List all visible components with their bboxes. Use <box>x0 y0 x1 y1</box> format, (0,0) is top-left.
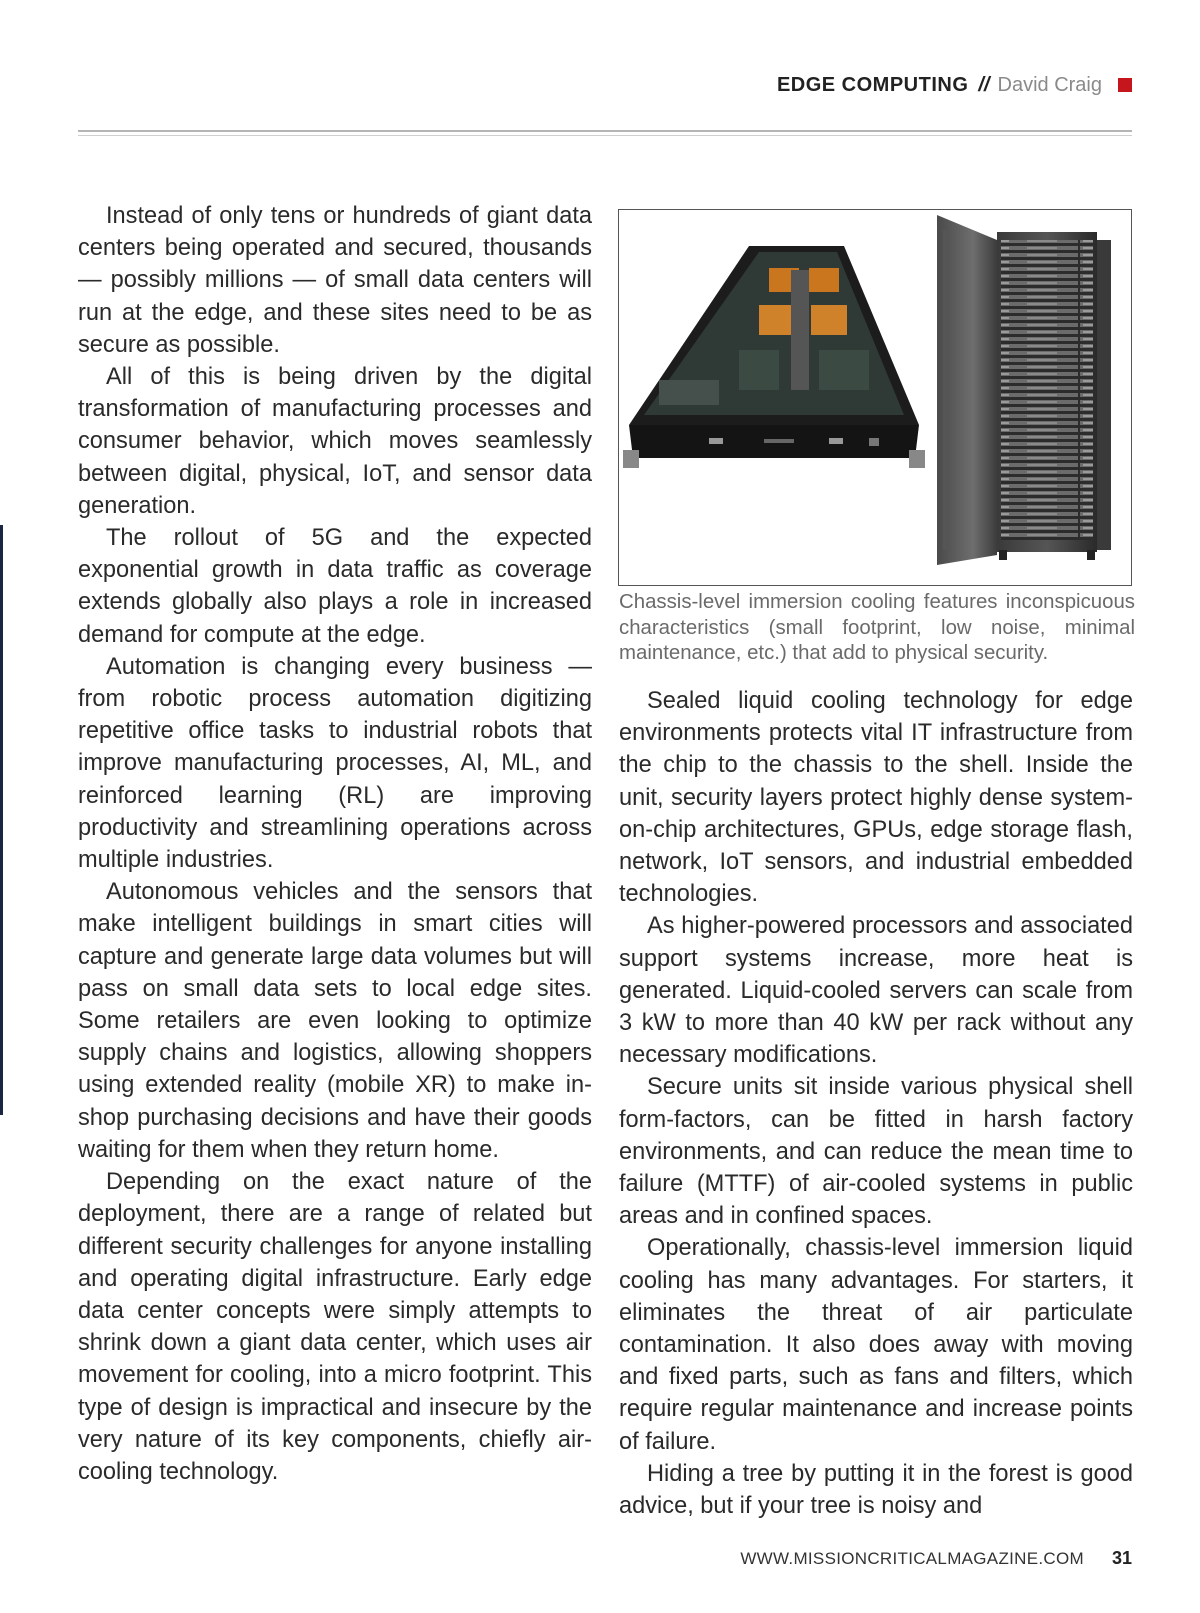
header-separator: // <box>978 73 990 96</box>
page-edge-bar <box>0 525 3 1115</box>
paragraph: Hiding a tree by putting it in the forest is good advice, but if your tree is noisy and <box>619 1460 1133 1520</box>
rack-illustration <box>937 215 1111 565</box>
footer-url: WWW.MISSIONCRITICALMAGAZINE.COM <box>740 1548 1084 1568</box>
paragraph: The rollout of 5G and the expected exponential growth in data traffic as coverage extends globally also plays a role in increased demand for compute at the edge. <box>78 525 592 648</box>
left-column <box>78 200 592 1488</box>
paragraph: Depending on the exact nature of the deployment, there are a range of related but different security challenges for anyone installing and operating digital infrastructure. Early edge data center concepts were simply attempts to shrink down a giant data center, which uses air movement for cooling, into a micro footprint. This type of design is impractical and insecure by the very nature of its key components, chiefly air-cooling technology. <box>78 1169 592 1485</box>
section-title: EDGE COMPUTING <box>776 73 969 96</box>
accent-square-icon <box>1118 78 1132 92</box>
right-column <box>619 685 1133 1522</box>
page-number: 31 <box>1111 1548 1132 1568</box>
figure-caption: Chassis-level immersion cooling features inconspicuous characteristics (small footprint, low noise, minimal maintenance, etc.) that add to physical security. <box>619 591 1135 664</box>
paragraph: Sealed liquid cooling technology for edge environments protects vital IT infrastructure from the chip to the chassis to the shell. Inside the unit, security layers protect highly dense system-on-chip architectures, GPUs, edge storage flash, network, IoT sensors, and industrial embedded technologies. <box>619 688 1133 908</box>
paragraph: Automation is changing every business — from robotic process automation digitizing repetitive office tasks to industrial robots that improve manufacturing processes, AI, ML, and reinforced learning (RL) are improving productivity and streamlining operations across multiple industries. <box>78 653 592 874</box>
paragraph: Autonomous vehicles and the sensors that make intelligent buildings in smart cities will capture and generate large data volumes but will pass on small data sets to local edge sites. Some retailers are even looking to optimize supply chains and logistics, allowing shoppers using extended reality (mobile XR) to make in-shop purchasing decisions and have their goods waiting for them when they return home. <box>78 879 592 1163</box>
header-rule-thin <box>78 135 1132 136</box>
paragraph: As higher-powered processors and associated support systems increase, more heat is generated. Liquid-cooled servers can scale from 3 kW to more than 40 kW per rack without any necessary modifications. <box>619 913 1133 1069</box>
paragraph: All of this is being driven by the digital transformation of manufacturing processes and consumer behavior, which moves seamlessly between digital, physical, IoT, and sensor data generation. <box>78 364 592 519</box>
paragraph: Secure units sit inside various physical shell form-factors, can be fitted in harsh factory environments, and can reduce the mean time to failure (MTTF) of air-cooled systems in public areas and in confined spaces. <box>619 1074 1133 1230</box>
figure-image <box>618 209 1132 586</box>
server-chassis-and-rack-image <box>619 210 1131 585</box>
running-header <box>777 70 1132 100</box>
author-name: David Craig <box>997 73 1102 96</box>
paragraph: Operationally, chassis-level immersion liquid cooling has many advantages. For starters, it eliminates the threat of air particulate contamination. It also does away with moving and fixed parts, such as fans and filters, which require regular maintenance and increase points of failure. <box>619 1235 1133 1455</box>
paragraph: Instead of only tens or hundreds of giant data centers being operated and secured, thousands — possibly millions — of small data centers will run at the edge, and these sites need to be as secure as possible. <box>78 203 592 358</box>
page-footer <box>740 1548 1132 1569</box>
chassis-illustration <box>623 246 925 468</box>
header-rule <box>78 130 1132 132</box>
